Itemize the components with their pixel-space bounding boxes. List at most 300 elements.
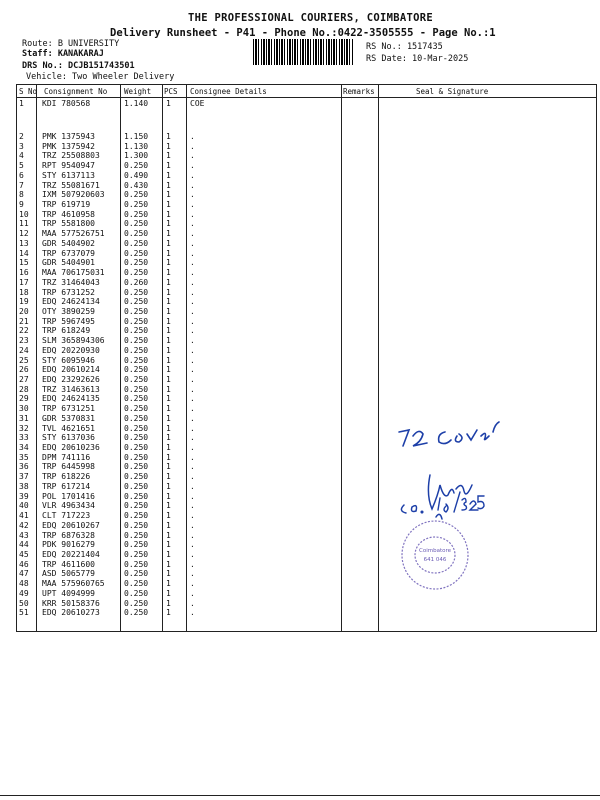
row-sno: 47	[19, 569, 29, 579]
row-consignee-details: .	[190, 326, 195, 336]
row-pcs: 1	[166, 209, 171, 219]
row-pcs: 1	[166, 345, 171, 355]
row-consignee-details: .	[190, 375, 195, 384]
row-weight: 0.250	[124, 598, 149, 608]
row-pcs: 1	[166, 433, 171, 443]
row-consignment-no: IXM 507920603	[42, 190, 105, 200]
row-weight: 0.250	[124, 190, 149, 200]
table-row	[16, 171, 597, 181]
row-consignee-details: .	[190, 413, 195, 423]
row-consignee-details: .	[190, 365, 195, 375]
row-sno: 4	[19, 151, 24, 161]
row-consignment-no: TVL 4621651	[42, 423, 95, 433]
row-weight: 0.250	[124, 297, 149, 307]
table-row	[16, 258, 597, 268]
row-pcs: 1	[166, 472, 171, 482]
row-weight: 0.250	[124, 306, 149, 316]
table-row	[16, 375, 597, 385]
row-weight: 0.250	[124, 287, 149, 297]
row-weight: 0.250	[124, 229, 149, 239]
row-consignment-no: OTY 3890259	[42, 306, 95, 316]
row-weight: 0.250	[124, 248, 149, 258]
table-row	[16, 317, 597, 327]
row-consignee-details: .	[190, 433, 195, 443]
row-weight: 0.250	[124, 511, 149, 521]
row-consignee-details: .	[190, 491, 195, 501]
row-consignee-details: .	[190, 180, 195, 190]
row-sno: 1	[19, 99, 24, 108]
row-consignment-no: MAA 706175031	[42, 268, 105, 278]
row-sno: 36	[19, 462, 29, 472]
row-consignee-details: .	[190, 151, 195, 161]
row-consignment-no: EDQ 20610273	[42, 608, 100, 618]
row-weight: 0.250	[124, 209, 149, 219]
table-row	[16, 288, 597, 298]
row-pcs: 1	[166, 170, 171, 180]
row-weight: 0.250	[124, 375, 149, 384]
row-weight: 0.250	[124, 579, 149, 589]
row-consignee-details: .	[190, 345, 195, 355]
col-header-consignment: Consignment No	[44, 87, 108, 96]
row-pcs: 1	[166, 375, 171, 384]
row-pcs: 1	[166, 540, 171, 550]
row-sno: 43	[19, 530, 29, 540]
row-consignment-no: MAA 575960765	[42, 579, 105, 589]
row-weight: 0.250	[124, 423, 149, 433]
row-sno: 13	[19, 238, 29, 248]
row-pcs: 1	[166, 355, 171, 365]
row-weight: 0.250	[124, 258, 149, 268]
office-stamp	[398, 518, 472, 592]
row-weight: 1.150	[124, 132, 149, 141]
row-pcs: 1	[166, 569, 171, 579]
row-consignee-details: .	[190, 170, 195, 180]
runsheet-subtitle: Delivery Runsheet - P41 - Phone No.:0422-3505555 - Page No.:1	[110, 27, 496, 39]
row-consignment-no: EDQ 20610267	[42, 520, 100, 530]
row-weight: 0.250	[124, 394, 149, 404]
table-row	[16, 521, 597, 531]
row-consignment-no: TRP 618226	[42, 472, 91, 482]
row-sno: 5	[19, 161, 24, 171]
row-sno: 26	[19, 365, 29, 375]
table-row	[16, 550, 597, 560]
row-pcs: 1	[166, 151, 171, 161]
row-consignee-details: .	[190, 268, 195, 278]
barcode	[253, 39, 353, 65]
staff-label: Staff: KANAKARAJ	[22, 49, 104, 59]
table-row	[16, 608, 597, 618]
drs-number: DRS No.: DCJB151743501	[22, 61, 135, 71]
row-pcs: 1	[166, 462, 171, 472]
row-pcs: 1	[166, 491, 171, 501]
row-pcs: 1	[166, 268, 171, 278]
row-pcs: 1	[166, 99, 171, 108]
row-consignment-no: TRZ 31464043	[42, 277, 100, 287]
row-consignee-details: .	[190, 297, 195, 307]
table-row	[16, 433, 597, 443]
row-consignment-no: EDQ 23292626	[42, 375, 100, 384]
row-weight: 0.250	[124, 345, 149, 355]
row-consignment-no: TRP 6876328	[42, 530, 95, 540]
table-row	[16, 453, 597, 463]
row-consignment-no: PMK 1375942	[42, 141, 95, 151]
table-row	[16, 190, 597, 200]
row-sno: 27	[19, 375, 29, 384]
row-sno: 32	[19, 423, 29, 433]
table-row	[16, 132, 597, 142]
row-consignee-details: .	[190, 588, 195, 598]
row-pcs: 1	[166, 452, 171, 462]
table-row	[16, 414, 597, 424]
row-pcs: 1	[166, 297, 171, 307]
row-sno: 39	[19, 491, 29, 501]
row-consignee-details: .	[190, 608, 195, 618]
row-consignment-no: EDQ 20220930	[42, 345, 100, 355]
row-sno: 29	[19, 394, 29, 404]
row-consignment-no: EDQ 24624135	[42, 394, 100, 404]
row-pcs: 1	[166, 549, 171, 559]
row-pcs: 1	[166, 423, 171, 433]
table-row	[16, 560, 597, 570]
row-sno: 48	[19, 579, 29, 589]
row-consignment-no: PDK 9016279	[42, 540, 95, 550]
row-weight: 0.250	[124, 384, 149, 394]
row-sno: 25	[19, 355, 29, 365]
row-weight: 0.250	[124, 452, 149, 462]
row-sno: 8	[19, 190, 24, 200]
row-sno: 40	[19, 501, 29, 511]
row-weight: 0.250	[124, 549, 149, 559]
col-header-sno: S No	[19, 87, 38, 96]
col-header-pcs: PCS	[164, 87, 178, 96]
row-consignment-no: UPT 4094999	[42, 588, 95, 598]
row-consignee-details: .	[190, 559, 195, 569]
table-row	[16, 482, 597, 492]
table-row	[16, 99, 597, 109]
row-consignment-no: EDQ 20610236	[42, 443, 100, 453]
row-sno: 11	[19, 219, 29, 229]
row-sno: 23	[19, 336, 29, 346]
row-consignee-details: .	[190, 287, 195, 297]
row-consignee-details: .	[190, 530, 195, 540]
row-consignee-details: .	[190, 394, 195, 404]
table-row	[16, 219, 597, 229]
row-sno: 42	[19, 520, 29, 530]
row-sno: 18	[19, 287, 29, 297]
row-pcs: 1	[166, 481, 171, 491]
table-row	[16, 404, 597, 414]
row-consignee-details: .	[190, 540, 195, 550]
table-row	[16, 161, 597, 171]
row-pcs: 1	[166, 559, 171, 569]
rs-number: RS No.: 1517435	[366, 42, 443, 52]
row-consignment-no: STY 6095946	[42, 355, 95, 365]
runsheet-table	[16, 84, 597, 632]
row-pcs: 1	[166, 384, 171, 394]
row-pcs: 1	[166, 190, 171, 200]
row-consignee-details: .	[190, 423, 195, 433]
row-weight: 0.250	[124, 404, 149, 414]
table-row	[16, 531, 597, 541]
row-pcs: 1	[166, 598, 171, 608]
row-consignment-no: TRZ 55081671	[42, 180, 100, 190]
row-consignee-details: .	[190, 316, 195, 326]
row-weight: 1.300	[124, 151, 149, 161]
row-weight: 0.250	[124, 588, 149, 598]
row-sno: 10	[19, 209, 29, 219]
table-row	[16, 511, 597, 521]
col-header-remarks: Remarks	[343, 87, 375, 96]
row-weight: 0.250	[124, 355, 149, 365]
rs-date: RS Date: 10-Mar-2025	[366, 54, 469, 64]
row-consignee-details: .	[190, 161, 195, 171]
row-weight: 0.250	[124, 501, 149, 511]
vehicle-label: Vehicle: Two Wheeler Delivery	[26, 72, 175, 82]
row-sno: 17	[19, 277, 29, 287]
row-consignee-details: .	[190, 579, 195, 589]
row-consignment-no: TRZ 25508803	[42, 151, 100, 161]
table-row	[16, 356, 597, 366]
row-pcs: 1	[166, 520, 171, 530]
row-weight: 0.490	[124, 170, 149, 180]
row-pcs: 1	[166, 287, 171, 297]
row-consignment-no: TRP 6445998	[42, 462, 95, 472]
row-sno: 7	[19, 180, 24, 190]
row-consignee-details: .	[190, 520, 195, 530]
row-sno: 34	[19, 443, 29, 453]
row-sno: 28	[19, 384, 29, 394]
row-pcs: 1	[166, 394, 171, 404]
row-pcs: 1	[166, 200, 171, 210]
row-consignment-no: ASD 5065779	[42, 569, 95, 579]
row-pcs: 1	[166, 579, 171, 589]
row-weight: 0.250	[124, 413, 149, 423]
row-sno: 44	[19, 540, 29, 550]
row-consignee-details: .	[190, 277, 195, 287]
table-row	[16, 307, 597, 317]
row-sno: 24	[19, 345, 29, 355]
row-consignee-details: .	[190, 141, 195, 151]
row-consignment-no: TRP 6731251	[42, 404, 95, 414]
row-pcs: 1	[166, 316, 171, 326]
row-pcs: 1	[166, 336, 171, 346]
table-row	[16, 249, 597, 259]
row-pcs: 1	[166, 404, 171, 414]
row-sno: 33	[19, 433, 29, 443]
table-row	[16, 181, 597, 191]
row-sno: 41	[19, 511, 29, 521]
row-sno: 46	[19, 559, 29, 569]
row-sno: 20	[19, 306, 29, 316]
row-pcs: 1	[166, 161, 171, 171]
row-pcs: 1	[166, 365, 171, 375]
table-row	[16, 346, 597, 356]
row-weight: 0.250	[124, 443, 149, 453]
row-pcs: 1	[166, 413, 171, 423]
row-weight: 0.250	[124, 161, 149, 171]
row-pcs: 1	[166, 229, 171, 239]
row-sno: 21	[19, 316, 29, 326]
row-consignment-no: GDR 5404902	[42, 238, 95, 248]
table-row	[16, 278, 597, 288]
row-weight: 0.250	[124, 219, 149, 229]
row-consignment-no: RPT 9540947	[42, 161, 95, 171]
table-row	[16, 336, 597, 346]
row-consignment-no: POL 1701416	[42, 491, 95, 501]
row-consignment-no: DPM 741116	[42, 452, 91, 462]
row-weight: 0.250	[124, 491, 149, 501]
row-consignment-no: TRP 618249	[42, 326, 91, 336]
row-pcs: 1	[166, 511, 171, 521]
row-consignee-details: .	[190, 481, 195, 491]
company-title: THE PROFESSIONAL COURIERS, COIMBATORE	[188, 12, 433, 24]
row-consignment-no: VLR 4963434	[42, 501, 95, 511]
row-consignment-no: KRR 50158376	[42, 598, 100, 608]
row-weight: 0.250	[124, 608, 149, 618]
row-pcs: 1	[166, 258, 171, 268]
row-sno: 50	[19, 598, 29, 608]
row-weight: 0.250	[124, 472, 149, 482]
row-consignee-details: .	[190, 248, 195, 258]
table-row	[16, 394, 597, 404]
row-weight: 0.250	[124, 559, 149, 569]
col-header-signature: Seal & Signature	[416, 87, 489, 96]
row-consignment-no: TRZ 31463613	[42, 384, 100, 394]
row-consignee-details: .	[190, 229, 195, 239]
row-sno: 31	[19, 413, 29, 423]
row-pcs: 1	[166, 306, 171, 316]
row-consignment-no: TRP 6737079	[42, 248, 95, 258]
row-sno: 3	[19, 141, 24, 151]
covers-note	[395, 410, 505, 450]
table-row	[16, 326, 597, 336]
row-consignment-no: TRP 4610958	[42, 209, 95, 219]
table-row	[16, 200, 597, 210]
row-weight: 0.250	[124, 569, 149, 579]
row-consignee-details: .	[190, 258, 195, 268]
row-consignment-no: MAA 577526751	[42, 229, 105, 239]
table-row	[16, 297, 597, 307]
row-weight: 0.250	[124, 540, 149, 550]
row-pcs: 1	[166, 608, 171, 618]
row-consignee-details: .	[190, 190, 195, 200]
row-weight: 0.250	[124, 316, 149, 326]
table-row	[16, 142, 597, 152]
page-bottom-rule	[0, 795, 600, 796]
table-row	[16, 229, 597, 239]
row-consignee-details: .	[190, 598, 195, 608]
table-row	[16, 579, 597, 589]
row-pcs: 1	[166, 219, 171, 229]
row-consignment-no: PMK 1375943	[42, 132, 95, 141]
row-pcs: 1	[166, 180, 171, 190]
row-weight: 0.250	[124, 433, 149, 443]
row-pcs: 1	[166, 530, 171, 540]
row-consignee-details: .	[190, 462, 195, 472]
row-weight: 0.250	[124, 200, 149, 210]
row-sno: 45	[19, 549, 29, 559]
table-row	[16, 540, 597, 550]
row-pcs: 1	[166, 326, 171, 336]
row-weight: 0.250	[124, 530, 149, 540]
row-consignee-details: .	[190, 569, 195, 579]
row-sno: 35	[19, 452, 29, 462]
row-pcs: 1	[166, 588, 171, 598]
row-weight: 0.250	[124, 268, 149, 278]
row-sno: 9	[19, 200, 24, 210]
row-weight: 1.140	[124, 99, 149, 108]
row-sno: 6	[19, 170, 24, 180]
row-weight: 0.250	[124, 336, 149, 346]
row-consignment-no: EDQ 24624134	[42, 297, 100, 307]
row-consignment-no: SLM 365894306	[42, 336, 105, 346]
row-consignee-details: .	[190, 219, 195, 229]
row-consignee-details: .	[190, 472, 195, 482]
row-consignee-details: .	[190, 132, 195, 141]
row-pcs: 1	[166, 277, 171, 287]
row-pcs: 1	[166, 238, 171, 248]
row-consignment-no: KDI 780568	[42, 99, 91, 108]
table-row	[16, 443, 597, 453]
row-consignee-details: .	[190, 443, 195, 453]
svg-text:641 046: 641 046	[423, 557, 447, 563]
table-row	[16, 365, 597, 375]
row-consignment-no: EDQ 20221404	[42, 549, 100, 559]
row-weight: 0.430	[124, 180, 149, 190]
row-consignee-details: .	[190, 511, 195, 521]
row-pcs: 1	[166, 248, 171, 258]
date-note	[436, 486, 486, 516]
col-header-consignee: Consignee Details	[190, 87, 267, 96]
table-row	[16, 599, 597, 609]
row-consignee-details: .	[190, 209, 195, 219]
row-pcs: 1	[166, 501, 171, 511]
row-consignment-no: TRP 619719	[42, 200, 91, 210]
row-weight: 0.250	[124, 238, 149, 248]
row-consignment-no: CLT 717223	[42, 511, 91, 521]
table-row	[16, 424, 597, 434]
row-weight: 0.250	[124, 481, 149, 491]
table-row	[16, 589, 597, 599]
row-consignee-details: .	[190, 404, 195, 414]
row-weight: 0.260	[124, 277, 149, 287]
row-sno: 16	[19, 268, 29, 278]
row-sno: 14	[19, 248, 29, 258]
row-consignee-details: .	[190, 549, 195, 559]
table-row	[16, 239, 597, 249]
row-consignment-no: TRP 617214	[42, 481, 91, 491]
table-row	[16, 385, 597, 395]
row-consignee-details: .	[190, 238, 195, 248]
row-weight: 0.250	[124, 365, 149, 375]
row-consignee-details: .	[190, 452, 195, 462]
table-row	[16, 472, 597, 482]
table-row	[16, 492, 597, 502]
row-consignee-details: .	[190, 355, 195, 365]
row-consignment-no: TRP 5967495	[42, 316, 95, 326]
col-header-weight: Weight	[124, 87, 152, 96]
row-pcs: 1	[166, 141, 171, 151]
row-sno: 22	[19, 326, 29, 336]
row-weight: 0.250	[124, 326, 149, 336]
row-weight: 0.250	[124, 520, 149, 530]
row-sno: 51	[19, 608, 29, 618]
row-pcs: 1	[166, 443, 171, 453]
row-consignment-no: TRP 6731252	[42, 287, 95, 297]
row-sno: 30	[19, 404, 29, 414]
row-weight: 0.250	[124, 462, 149, 472]
row-consignee-details: .	[190, 336, 195, 346]
